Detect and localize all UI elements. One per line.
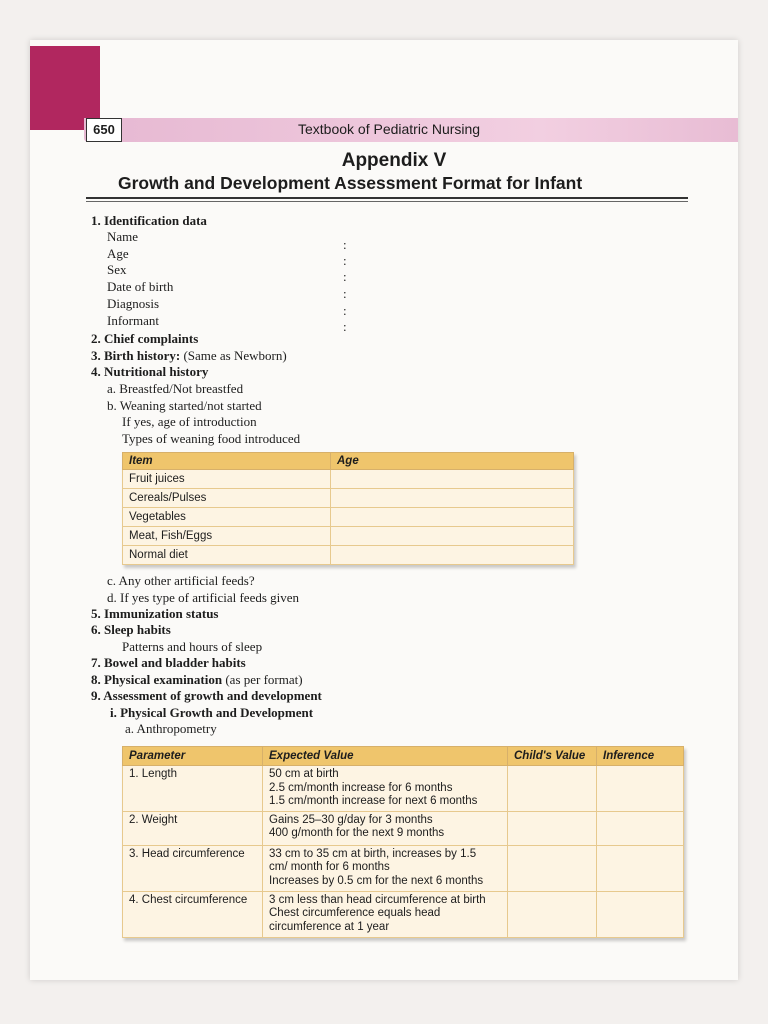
field-diagnosis: Diagnosis bbox=[107, 296, 159, 311]
cell-line: Gains 25–30 g/day for 3 months bbox=[269, 813, 433, 826]
section-immunization: 5. Immunization status bbox=[91, 606, 219, 621]
table-cell: Vegetables bbox=[123, 508, 331, 527]
field-sex: Sex bbox=[107, 262, 127, 277]
field-informant: Informant bbox=[107, 313, 159, 328]
book-title: Textbook of Pediatric Nursing bbox=[298, 121, 481, 137]
table-cell: Cereals/Pulses bbox=[123, 489, 331, 508]
cell-line: circumference at 1 year bbox=[269, 920, 390, 933]
table-cell bbox=[331, 527, 574, 546]
table-cell bbox=[331, 546, 574, 565]
table-cell: 2. Weight bbox=[123, 811, 263, 845]
table-cell bbox=[331, 508, 574, 527]
table-row bbox=[123, 891, 684, 937]
cell-line: 1.5 cm/month increase for next 6 months bbox=[269, 795, 478, 807]
table-row bbox=[123, 470, 574, 489]
table-cell: Normal diet bbox=[123, 546, 331, 565]
anthropometry-heading: a. Anthropometry bbox=[125, 721, 217, 736]
table-header-row bbox=[123, 747, 684, 766]
cell-line: cm/ month for 6 months bbox=[269, 861, 390, 873]
weaning-age-item: If yes, age of introduction bbox=[122, 414, 257, 429]
colon: : bbox=[343, 237, 347, 252]
physical-growth-heading: i. Physical Growth and Development bbox=[110, 705, 314, 720]
physical-exam-note: (as per format) bbox=[222, 672, 303, 687]
sleep-patterns-item: Patterns and hours of sleep bbox=[122, 639, 263, 654]
column-header-parameter: Parameter bbox=[123, 747, 263, 766]
cell-line: Increases by 0.5 cm for the next 6 months bbox=[269, 874, 484, 887]
section-growth-assessment: 9. Assessment of growth and development bbox=[91, 688, 322, 703]
table-header-row bbox=[123, 453, 574, 470]
table-cell bbox=[597, 845, 684, 891]
table-cell bbox=[508, 845, 597, 891]
cell-line: 50 cm at birth bbox=[269, 768, 339, 780]
field-age: Age bbox=[107, 246, 129, 261]
table-row bbox=[123, 546, 574, 565]
page-number: 650 bbox=[86, 118, 122, 142]
section-identification: 1. Identification data bbox=[91, 213, 207, 228]
column-header-expected-value: Expected Value bbox=[263, 747, 508, 766]
table-cell bbox=[263, 766, 508, 812]
weaning-table bbox=[122, 452, 574, 565]
cell-line: 3 cm less than head circumference at birth bbox=[269, 893, 486, 906]
artificial-feeds-item: c. Any other artificial feeds? bbox=[107, 573, 255, 588]
weaning-types-item: Types of weaning food introduced bbox=[122, 431, 301, 446]
section-physical-exam bbox=[91, 672, 303, 688]
birth-history-note: (Same as Newborn) bbox=[180, 348, 287, 363]
cell-line: 33 cm to 35 cm at birth, increases by 1.5 bbox=[269, 847, 477, 860]
appendix-title: Appendix V bbox=[341, 150, 447, 171]
table-row bbox=[123, 508, 574, 527]
table-cell bbox=[263, 811, 508, 845]
title-rule bbox=[86, 197, 688, 199]
table-row bbox=[123, 489, 574, 508]
colon: : bbox=[343, 253, 347, 268]
artificial-feeds-type-item: d. If yes type of artificial feeds given bbox=[107, 590, 300, 605]
table-cell bbox=[597, 811, 684, 845]
physical-exam-label: 8. Physical examination bbox=[91, 672, 223, 687]
section-nutritional-history: 4. Nutritional history bbox=[91, 364, 209, 379]
table-row bbox=[123, 845, 684, 891]
table-row bbox=[123, 811, 684, 845]
column-header-inference: Inference bbox=[597, 747, 684, 766]
appendix-subtitle: Growth and Development Assessment Format for Infant bbox=[118, 173, 583, 193]
table-cell bbox=[508, 891, 597, 937]
field-name: Name bbox=[107, 229, 139, 244]
colon: : bbox=[343, 319, 347, 334]
colon: : bbox=[343, 286, 347, 301]
section-sleep-habits: 6. Sleep habits bbox=[91, 622, 171, 637]
section-bowel-bladder: 7. Bowel and bladder habits bbox=[91, 655, 246, 670]
table-cell bbox=[597, 891, 684, 937]
cell-line: 2.5 cm/month increase for 6 months bbox=[269, 781, 453, 794]
column-header-childs-value: Child's Value bbox=[508, 747, 597, 766]
section-chief-complaints: 2. Chief complaints bbox=[91, 331, 199, 346]
field-date-of-birth: Date of birth bbox=[107, 279, 174, 294]
table-cell bbox=[331, 470, 574, 489]
table-cell bbox=[263, 891, 508, 937]
birth-history-label: 3. Birth history: bbox=[91, 348, 181, 363]
breastfed-item: a. Breastfed/Not breastfed bbox=[107, 381, 244, 396]
cell-line: 400 g/month for the next 9 months bbox=[269, 827, 445, 839]
weaning-item: b. Weaning started/not started bbox=[107, 398, 262, 413]
table-cell: 1. Length bbox=[123, 766, 263, 812]
table-cell bbox=[508, 811, 597, 845]
title-rule-thin bbox=[86, 201, 688, 202]
anthropometry-table bbox=[122, 746, 684, 938]
table-cell bbox=[331, 489, 574, 508]
table-cell: Fruit juices bbox=[123, 470, 331, 489]
table-cell: Meat, Fish/Eggs bbox=[123, 527, 331, 546]
table-cell: 4. Chest circumference bbox=[123, 891, 263, 937]
colon: : bbox=[343, 303, 347, 318]
table-row bbox=[123, 766, 684, 812]
section-birth-history bbox=[91, 348, 287, 364]
table-row bbox=[123, 527, 574, 546]
table-cell bbox=[597, 766, 684, 812]
colon: : bbox=[343, 269, 347, 284]
table-cell bbox=[508, 766, 597, 812]
column-header-item: Item bbox=[123, 453, 331, 470]
table-cell bbox=[263, 845, 508, 891]
table-cell: 3. Head circumference bbox=[123, 845, 263, 891]
column-header-age: Age bbox=[331, 453, 574, 470]
cell-line: Chest circumference equals head bbox=[269, 907, 441, 919]
